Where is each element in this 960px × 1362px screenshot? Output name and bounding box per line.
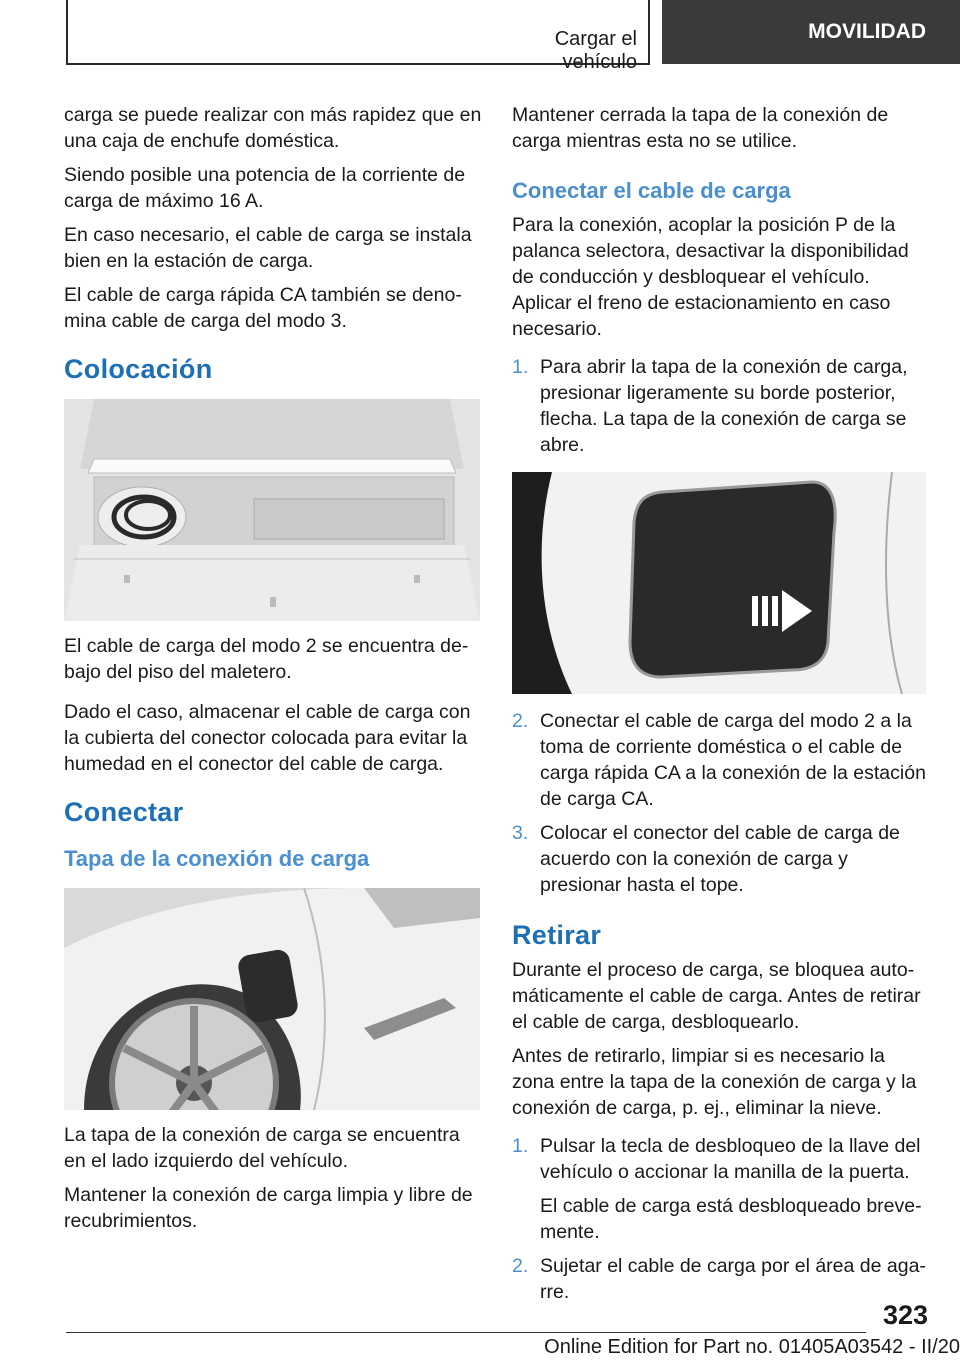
list-item-number: 1.: [512, 356, 529, 378]
list-item-number: 2.: [512, 1255, 529, 1277]
list-item-text: Sujetar el cable de carga por el área de agarre.: [540, 1255, 926, 1303]
list-item-text: Colocar el conector del cable de carga de acuerdo con la conexión de carga y presionar hasta el tope.: [540, 822, 900, 896]
trunk-illustration: [64, 399, 480, 621]
list-item-text: Conectar el cable de carga del modo 2 a la toma de corriente doméstica o el cable de carga rápida CA a la conexión de la estación de carga CA.: [540, 710, 926, 810]
paragraph: Siendo posible una potencia de la corriente de carga de máximo 16 A.: [64, 164, 466, 212]
car-fender-illustration: [64, 888, 480, 1110]
steps-list-a: [512, 354, 928, 458]
list-item: [512, 1253, 928, 1305]
header-chapter-label: MOVILIDAD: [808, 20, 926, 43]
footer-rule: [66, 1332, 866, 1333]
charging-flap-illustration: [512, 472, 926, 694]
trunk-image: [64, 399, 480, 621]
paragraph: En caso necesario, el cable de carga se instala bien en la estación de carga.: [64, 224, 472, 272]
list-item-text: Para abrir la tapa de la conexión de carga, presionar ligeramente su borde posterior, flecha. La tapa de la conexión de carga se abre.: [540, 356, 908, 456]
header-rule-left: [66, 0, 68, 64]
steps-list-c: [512, 1133, 928, 1305]
list-item-number: 2.: [512, 710, 529, 732]
list-item: [512, 820, 928, 898]
header-rule-mid: [648, 0, 650, 64]
paragraph: Mantener la conexión de carga limpia y libre de recubrimientos.: [64, 1184, 473, 1232]
paragraph: El cable de carga del modo 2 se encuentra debajo del piso del maletero.: [64, 635, 469, 683]
list-item-note: El cable de carga está desbloqueado brevemente.: [540, 1195, 922, 1243]
paragraph: Antes de retirarlo, limpiar si es necesario la zona entre la tapa de la conexión de carga y la conexión de carga, p. ej., eliminar la nieve.: [512, 1045, 917, 1119]
heading-tapa-conexion: Tapa de la conexión de carga: [64, 846, 370, 871]
left-column: [64, 102, 482, 1244]
paragraph: Durante el proceso de carga, se bloquea automáticamente el cable de carga. Antes de retirar el cable de carga, desbloquearlo.: [512, 959, 921, 1033]
right-column: [512, 102, 928, 1313]
list-item-number: 3.: [512, 822, 529, 844]
steps-list-b: [512, 708, 928, 898]
list-item: [512, 354, 928, 458]
heading-conectar-cable: Conectar el cable de carga: [512, 178, 791, 203]
paragraph: carga se puede realizar con más rapidez que en una caja de enchufe doméstica.: [64, 104, 482, 152]
page-number: 323: [882, 1300, 928, 1330]
paragraph: Dado el caso, almacenar el cable de carga con la cubierta del conector colocada para evitar la humedad en el conector del cable de carga.: [64, 701, 471, 775]
list-item: [512, 708, 928, 812]
car-side-image: [64, 888, 480, 1110]
paragraph: El cable de carga rápida CA también se denomina cable de carga del modo 3.: [64, 284, 462, 332]
paragraph: Mantener cerrada la tapa de la conexión de carga mientras esta no se utilice.: [512, 104, 889, 152]
list-item: [512, 1133, 928, 1185]
footer-edition: Online Edition for Part no. 01405A03542 - II/20: [544, 1336, 960, 1358]
paragraph: La tapa de la conexión de carga se encuentra en el lado izquierdo del vehículo.: [64, 1124, 460, 1172]
heading-retirar: Retirar: [512, 920, 602, 950]
list-item-text: Pulsar la tecla de desbloqueo de la llave del vehículo o accionar la manilla de la puerta.: [540, 1135, 921, 1183]
charging-flap-image: [512, 472, 926, 694]
header-chapter-tab: [662, 0, 960, 64]
header-section-title: Cargar el vehículo: [554, 28, 637, 73]
list-item-number: 1.: [512, 1135, 529, 1157]
paragraph: Para la conexión, acoplar la posición P de la palanca selectora, desactivar la disponibilidad de conducción y desbloquear el vehículo. Aplicar el freno de estacionamiento en caso necesario.: [512, 214, 909, 340]
heading-colocacion: Colocación: [64, 354, 213, 384]
heading-conectar: Conectar: [64, 797, 184, 827]
